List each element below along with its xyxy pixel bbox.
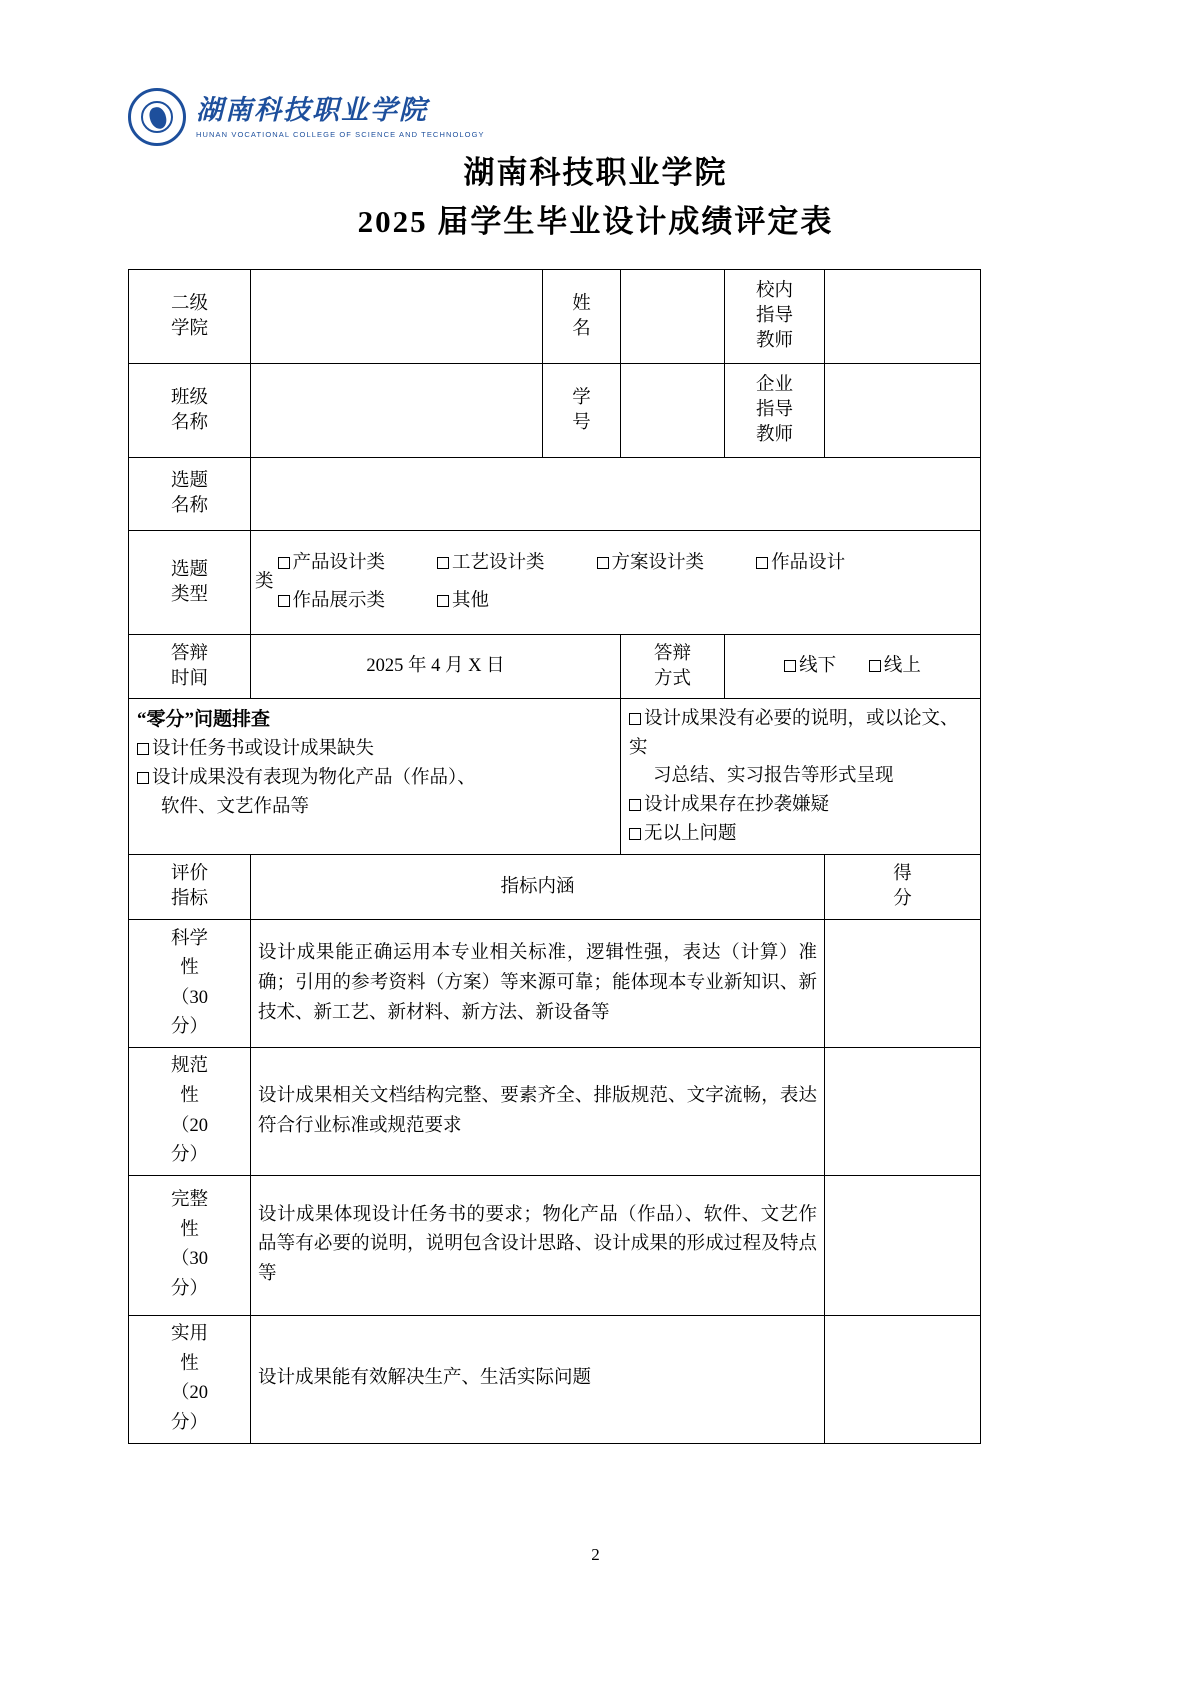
checkbox-option-missing-task-book[interactable]: 设计任务书或设计成果缺失 (137, 735, 612, 764)
zero-check-right-list (629, 705, 972, 848)
institution-logo (128, 88, 485, 146)
zero-check-left-item2-cont: 软件、文艺作品等 (161, 796, 310, 817)
table-row (129, 920, 981, 1048)
label-name: 姓 名 (543, 270, 621, 364)
rubric-content-standardization: 设计成果相关文档结构完整、要素齐全、排版规范、文字流畅，表达符合行业标准或规范要求 (251, 1048, 825, 1175)
label-topic-name: 选题 名称 (129, 458, 251, 531)
rubric-index-completeness: 完整 性 （30 分） (129, 1175, 251, 1315)
logo-emblem-icon (128, 88, 186, 146)
table-row (129, 458, 981, 531)
checkbox-icon[interactable] (597, 557, 609, 569)
rubric-index-standardization: 规范 性 （20 分） (129, 1048, 251, 1175)
rubric-score-completeness[interactable] (825, 1175, 981, 1315)
rubric-header-content: 指标内涵 (251, 855, 825, 920)
rubric-score-standardization[interactable] (825, 1048, 981, 1175)
label-topic-type: 选题 类型 (129, 531, 251, 635)
field-company-advisor-value[interactable] (825, 364, 981, 458)
label-school-advisor: 校内 指导 教师 (725, 270, 825, 364)
checkbox-option-other[interactable]: 其他 (437, 583, 489, 621)
checkbox-option-online[interactable]: 线上 (869, 656, 921, 676)
zero-check-left-list (137, 735, 612, 821)
topic-type-options (251, 531, 981, 635)
checkbox-icon[interactable] (137, 772, 149, 784)
checkbox-option-work-exhibition[interactable]: 作品展示类 (278, 583, 386, 621)
checkbox-icon[interactable] (629, 713, 641, 725)
rubric-header-index: 评价 指标 (129, 855, 251, 920)
table-row (129, 1048, 981, 1175)
title-line-1: 湖南科技职业学院 (463, 155, 728, 190)
table-row (129, 1175, 981, 1315)
title-line-2: 2025 届学生毕业设计成绩评定表 (357, 203, 834, 239)
field-class-value[interactable] (251, 364, 543, 458)
rubric-header-score: 得 分 (825, 855, 981, 920)
label-defense-mode: 答辩 方式 (621, 635, 725, 699)
table-row (129, 699, 981, 855)
checkbox-option-work-design[interactable]: 作品设计 (756, 545, 845, 583)
field-name-value[interactable] (621, 270, 725, 364)
label-college: 二级 学院 (129, 270, 251, 364)
checkbox-icon[interactable] (137, 743, 149, 755)
checkbox-icon[interactable] (629, 799, 641, 811)
logo-english-name: HUNAN VOCATIONAL COLLEGE OF SCIENCE AND TECHNOLOGY (196, 129, 485, 139)
table-row (129, 531, 981, 635)
rubric-content-practicality: 设计成果能有效解决生产、生活实际问题 (251, 1315, 825, 1443)
table-row (129, 855, 981, 920)
table-row (129, 364, 981, 458)
topic-type-prefix: 类 (255, 571, 274, 592)
field-topic-name-value[interactable] (251, 458, 981, 531)
checkbox-icon[interactable] (278, 595, 290, 607)
rubric-index-practicality: 实用 性 （20 分） (129, 1315, 251, 1443)
label-defense-time: 答辩 时间 (129, 635, 251, 699)
field-school-advisor-value[interactable] (825, 270, 981, 364)
checkbox-icon[interactable] (869, 660, 881, 672)
checkbox-icon[interactable] (629, 828, 641, 840)
checkbox-option-product-design[interactable]: 产品设计类 (278, 545, 386, 583)
label-company-advisor: 企业 指导 教师 (725, 364, 825, 458)
table-row (129, 270, 981, 364)
table-row (129, 635, 981, 699)
zero-check-right-item1-cont: 习总结、实习报告等形式呈现 (653, 766, 894, 787)
zero-check-right (621, 699, 981, 855)
rubric-score-scientific[interactable] (825, 920, 981, 1048)
field-college-value[interactable] (251, 270, 543, 364)
checkbox-option-scheme-design[interactable]: 方案设计类 (597, 545, 705, 583)
rubric-content-scientific: 设计成果能正确运用本专业相关标准，逻辑性强，表达（计算）准确；引用的参考资料（方案）等来源可靠；能体现本专业新知识、新技术、新工艺、新材料、新方法、新设备等 (251, 920, 825, 1048)
checkbox-option-no-necessary-description[interactable]: 设计成果没有必要的说明，或以论文、实 (629, 709, 959, 758)
checkbox-icon[interactable] (784, 660, 796, 672)
evaluation-table (128, 269, 981, 1444)
label-class: 班级 名称 (129, 364, 251, 458)
checkbox-option-craft-design[interactable]: 工艺设计类 (437, 545, 545, 583)
rubric-score-practicality[interactable] (825, 1315, 981, 1443)
checkbox-icon[interactable] (437, 595, 449, 607)
topic-type-row-2 (278, 583, 973, 621)
checkbox-icon[interactable] (278, 557, 290, 569)
checkbox-option-plagiarism[interactable]: 设计成果存在抄袭嫌疑 (629, 791, 972, 820)
field-defense-date[interactable]: 2025 年 4 月 X 日 (251, 635, 621, 699)
checkbox-option-offline[interactable]: 线下 (784, 656, 836, 676)
checkbox-option-not-materialized[interactable]: 设计成果没有表现为物化产品（作品）、 (137, 764, 612, 793)
topic-type-row-1 (278, 545, 973, 583)
table-row (129, 1315, 981, 1443)
page-number: 2 (591, 1545, 600, 1564)
checkbox-icon[interactable] (437, 557, 449, 569)
zero-check-title: “零分”问题排查 (137, 709, 271, 730)
field-student-id-value[interactable] (621, 364, 725, 458)
zero-check-left (129, 699, 621, 855)
label-student-id: 学 号 (543, 364, 621, 458)
rubric-content-completeness: 设计成果体现设计任务书的要求；物化产品（作品）、软件、文艺作品等有必要的说明，说明包含设计思路、设计成果的形成过程及特点等 (251, 1175, 825, 1315)
checkbox-icon[interactable] (756, 557, 768, 569)
logo-chinese-name: 湖南科技职业学院 (196, 95, 428, 127)
page-title (0, 150, 1191, 246)
defense-mode-options (725, 635, 981, 699)
checkbox-option-none-of-above[interactable]: 无以上问题 (629, 820, 972, 849)
logo-text-block (196, 95, 485, 138)
rubric-index-scientific: 科学 性 （30 分） (129, 920, 251, 1048)
